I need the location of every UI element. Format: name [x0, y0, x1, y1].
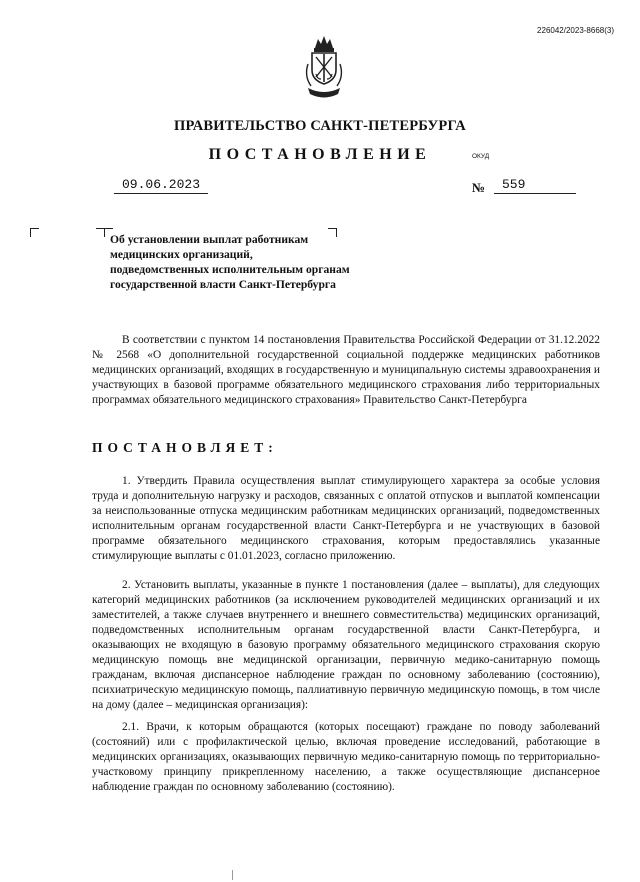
corner-mark-left [30, 228, 39, 237]
okud-label: ОКУД [472, 153, 490, 160]
government-title: ПРАВИТЕЛЬСТВО САНКТ-ПЕТЕРБУРГА [174, 118, 466, 134]
number-label: № [472, 180, 486, 195]
scan-edge-mark [232, 870, 233, 880]
item-2-1-paragraph: 2.1. Врачи, к которым обращаются (которых посещают) граждане по поводу заболеваний (состояний) или с профилактической целью, включая проведение исследований, работающие в медицинских организациях, оказывающих первичную медико-санитарную помощь по территориально-участковому принципу прикрепленному населению, а также осуществляющие диспансерное наблюдение граждан по основному заболеванию (состоянию). [92, 721, 600, 793]
decree-date: 09.06.2023 [114, 177, 208, 194]
preamble-paragraph: В соответствии с пунктом 14 постановления Правительства Российской Федерации от 31.12.2022 № 2568 «О дополнительной государственной социальной поддержке медицинских работников медицинских организаций, входящих в государственную и муниципальную системы здравоохранения и участвующих в базовой программе обязательного медицинского страхования либо территориальных программах обязательного медицинского страхования» Правительство Санкт-Петербурга [92, 334, 600, 406]
st-petersburg-coat-of-arms-icon [302, 34, 346, 104]
item-1-paragraph: 1. Утвердить Правила осуществления выплат стимулирующего характера за особые условия труда и дополнительную нагрузку и расходов, связанных с оплатой отпусков и выплатой компенсации за неиспользованные отпуска медицинским работникам медицинских организаций, подведомственных исполнительным органам государственной власти Санкт-Петербурга и не участвующих в базовой программе обязательного медицинского страхования, которым предоставлялись указанные стимулирующие выплаты с 01.01.2023, согласно приложению. [92, 475, 600, 562]
document-registration-number: 226042/2023-8668(3) [537, 26, 614, 35]
item-2-paragraph: 2. Установить выплаты, указанные в пункте 1 постановления (далее – выплаты), для следующих категорий медицинских работников (за исключением руководителей медицинских организаций и их заместителей, а также случаев внутреннего и внешнего совместительства) медицинских организаций, подведомственных исполнительным органам государственной власти Санкт-Петербурга, и оказывающих не входящую в базовую программу обязательного медицинского страхования скорую медицинскую помощь вне медицинской организации, первичную медико-санитарную помощь гражданам, включая диспансерное наблюдение граждан по основному заболеванию (состоянию), психиатрическую медицинскую помощь, паллиативную первичную медицинскую помощь, в том числе на дому (далее – медицинская организация): [92, 579, 600, 711]
decree-subject: Об установлении выплат работникам медицинских организаций, подведомственных исполнительным органам государственной власти Санкт-Петербурга [110, 233, 350, 291]
document-type-title: ПОСТАНОВЛЕНИЕ [208, 146, 432, 163]
decree-number: 559 [494, 177, 576, 194]
resolves-heading: ПОСТАНОВЛЯЕТ: [92, 440, 278, 455]
